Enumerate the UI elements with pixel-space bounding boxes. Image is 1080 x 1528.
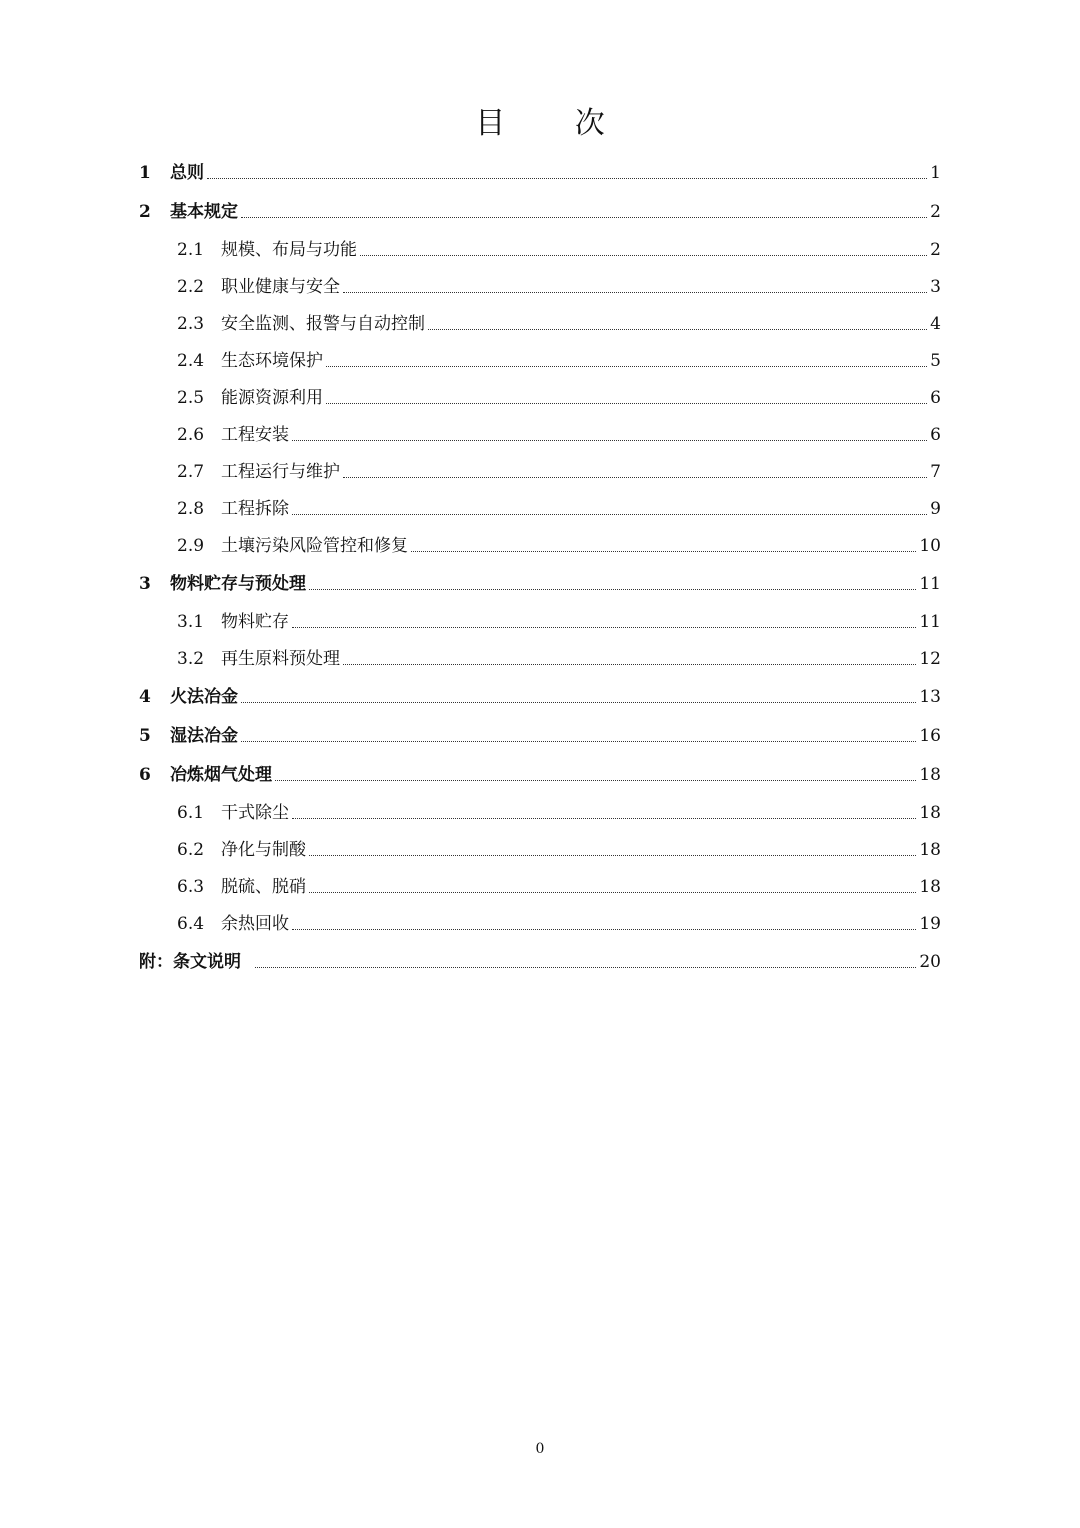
dot-leader [292, 626, 916, 628]
toc-number: 1 [139, 163, 151, 183]
toc-label: 再生原料预处理 [221, 649, 340, 669]
toc-entry[interactable] [139, 905, 941, 935]
page-number: 0 [535, 1441, 545, 1457]
toc-number: 5 [139, 726, 151, 746]
toc-number: 2.4 [177, 351, 205, 371]
dot-leader [292, 928, 916, 930]
toc-entry[interactable] [139, 678, 941, 708]
toc-page: 3 [930, 277, 941, 297]
toc-page: 11 [919, 574, 941, 594]
toc-entry[interactable] [139, 490, 941, 520]
toc-label: 工程运行与维护 [221, 462, 340, 482]
toc-entry[interactable] [139, 603, 941, 633]
toc-page: 1 [930, 163, 941, 183]
toc-entry[interactable] [139, 831, 941, 861]
toc-page: 2 [930, 202, 941, 222]
toc-entry[interactable] [139, 794, 941, 824]
dot-leader [309, 854, 916, 856]
toc-label: 基本规定 [170, 202, 238, 222]
toc-page: 6 [930, 388, 941, 408]
dot-leader [275, 779, 916, 781]
dot-leader [326, 402, 927, 404]
toc-label: 附：条文说明 [139, 952, 241, 972]
toc-label: 总则 [170, 163, 204, 183]
toc-entry-appendix[interactable] [139, 943, 941, 973]
toc-page: 9 [930, 499, 941, 519]
toc-entry[interactable] [139, 154, 941, 184]
toc-page: 18 [919, 877, 941, 897]
toc-page: 4 [930, 314, 941, 334]
toc-entry[interactable] [139, 640, 941, 670]
toc-page: 20 [919, 952, 941, 972]
toc-number: 3.2 [177, 649, 205, 669]
toc-number: 2.2 [177, 277, 205, 297]
toc-label: 物料贮存 [221, 612, 289, 632]
toc-page: 12 [919, 649, 941, 669]
toc-entry[interactable] [139, 756, 941, 786]
toc-number: 2.8 [177, 499, 205, 519]
toc-number: 2 [139, 202, 151, 222]
toc-page: 6 [930, 425, 941, 445]
toc-label: 土壤污染风险管控和修复 [221, 536, 408, 556]
toc-entry[interactable] [139, 305, 941, 335]
toc-label: 冶炼烟气处理 [170, 765, 272, 785]
toc-number: 6.3 [177, 877, 205, 897]
toc-page: 11 [919, 612, 941, 632]
toc-entry[interactable] [139, 231, 941, 261]
dot-leader [207, 177, 927, 179]
toc-entry[interactable] [139, 527, 941, 557]
dot-leader [343, 476, 927, 478]
dot-leader [411, 550, 916, 552]
dot-leader [309, 588, 916, 590]
toc-page: 18 [919, 840, 941, 860]
toc-page: 5 [930, 351, 941, 371]
toc-number: 6.2 [177, 840, 205, 860]
dot-leader [241, 216, 927, 218]
dot-leader [428, 328, 927, 330]
toc-number: 6.1 [177, 803, 205, 823]
toc-page: 7 [930, 462, 941, 482]
toc-label: 工程安装 [221, 425, 289, 445]
toc-entry[interactable] [139, 379, 941, 409]
toc-entry[interactable] [139, 868, 941, 898]
toc-label: 生态环境保护 [221, 351, 323, 371]
toc-label: 湿法冶金 [170, 726, 238, 746]
dot-leader [292, 439, 927, 441]
toc-number: 3.1 [177, 612, 205, 632]
toc-label: 净化与制酸 [221, 840, 306, 860]
toc-page: 10 [919, 536, 941, 556]
dot-leader [360, 254, 927, 256]
toc-number: 2.1 [177, 240, 205, 260]
toc-label: 物料贮存与预处理 [170, 574, 306, 594]
toc-number: 6.4 [177, 914, 205, 934]
toc-label: 脱硫、脱硝 [221, 877, 306, 897]
toc-page: 2 [930, 240, 941, 260]
dot-leader [343, 291, 927, 293]
dot-leader [292, 513, 927, 515]
toc-number: 2.3 [177, 314, 205, 334]
toc-number: 2.5 [177, 388, 205, 408]
toc-entry[interactable] [139, 342, 941, 372]
toc-label: 安全监测、报警与自动控制 [221, 314, 425, 334]
page-title: 目 次 [475, 106, 635, 141]
toc-page: 19 [919, 914, 941, 934]
toc-entry[interactable] [139, 268, 941, 298]
dot-leader [292, 817, 916, 819]
toc-number: 6 [139, 765, 151, 785]
toc-page: 18 [919, 803, 941, 823]
toc-page: 13 [919, 687, 941, 707]
toc-number: 3 [139, 574, 151, 594]
toc-number: 2.7 [177, 462, 205, 482]
dot-leader [241, 701, 916, 703]
toc-label: 余热回收 [221, 914, 289, 934]
dot-leader [255, 966, 916, 968]
dot-leader [309, 891, 916, 893]
toc-entry[interactable] [139, 717, 941, 747]
toc-label: 火法冶金 [170, 687, 238, 707]
toc-number: 4 [139, 687, 151, 707]
toc-entry[interactable] [139, 565, 941, 595]
dot-leader [326, 365, 927, 367]
toc-number: 2.6 [177, 425, 205, 445]
toc-entry[interactable] [139, 453, 941, 483]
toc-label: 规模、布局与功能 [221, 240, 357, 260]
dot-leader [343, 663, 916, 665]
toc-label: 干式除尘 [221, 803, 289, 823]
toc-page: 16 [919, 726, 941, 746]
toc-label: 工程拆除 [221, 499, 289, 519]
toc-label: 能源资源利用 [221, 388, 323, 408]
dot-leader [241, 740, 916, 742]
toc-entry[interactable] [139, 416, 941, 446]
toc-label: 职业健康与安全 [221, 277, 340, 297]
toc-page: 18 [919, 765, 941, 785]
toc-entry[interactable] [139, 193, 941, 223]
toc-number: 2.9 [177, 536, 205, 556]
